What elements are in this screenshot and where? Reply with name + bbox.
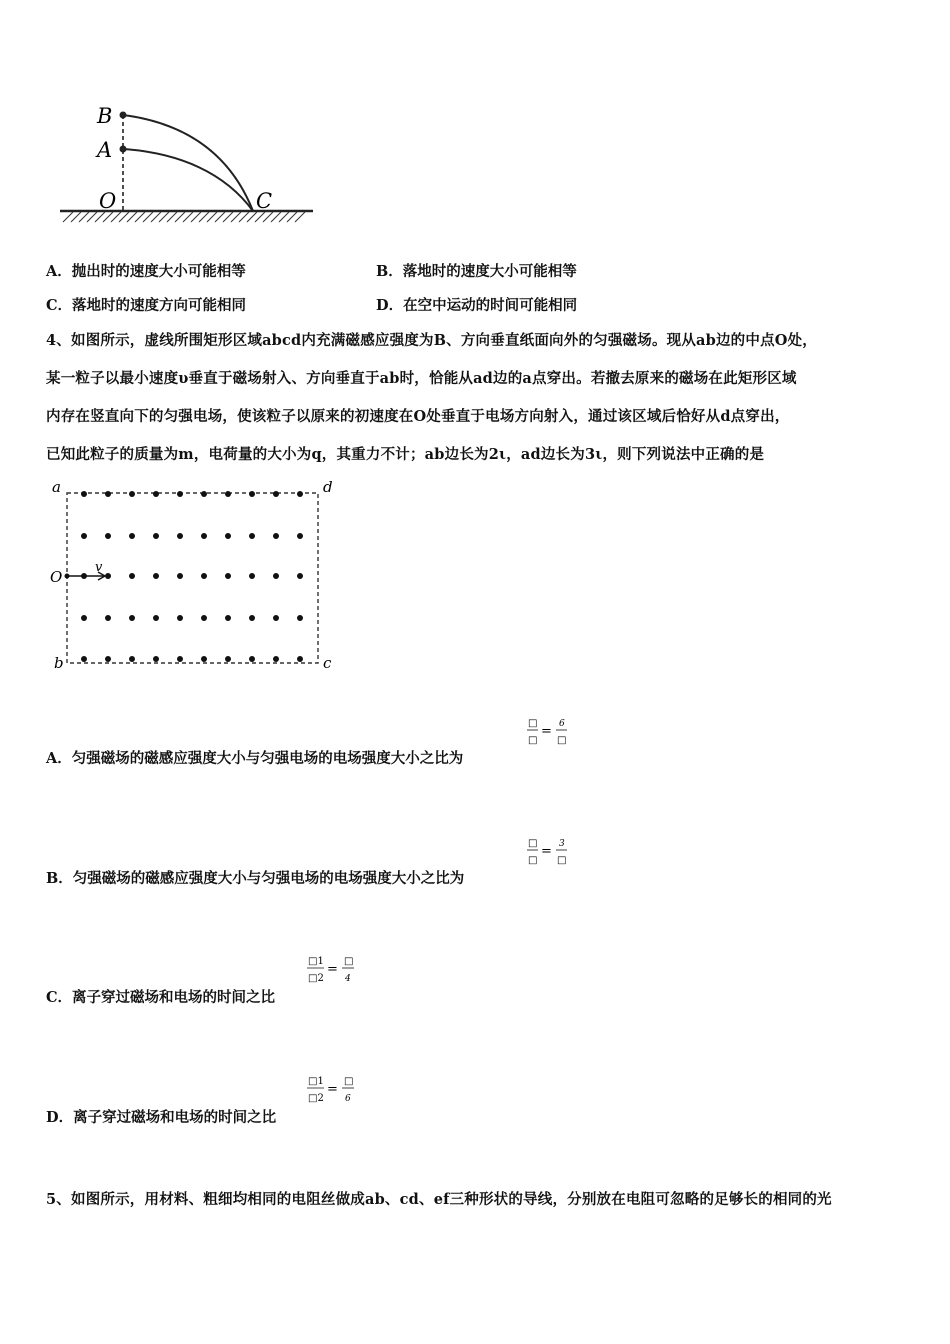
label-c: C bbox=[256, 189, 273, 213]
svg-text:□: □ bbox=[557, 735, 567, 746]
q5-stem-line-1: 5、如图所示，用材料、粗细均相同的电阻丝做成ab、cd、ef三种形状的导线，分别放在电阻可忽略的足够长的相同的光 bbox=[46, 1191, 832, 1208]
field-region-figure bbox=[46, 476, 346, 676]
svg-text:=: = bbox=[541, 844, 552, 859]
dashed-rectangle-abcd bbox=[67, 493, 318, 663]
label-c: c bbox=[323, 654, 332, 672]
q4-option-c: C．离子穿过磁场和电场的时间之比 bbox=[46, 989, 276, 1006]
q4-stem-line-3: 内存在竖直向下的匀强电场，使该粒子以原来的初速度在O处垂直于电场方向射入，通过该区域后恰好从d点穿出， bbox=[46, 408, 790, 425]
q3-option-c: C．落地时的速度方向可能相同 bbox=[46, 297, 247, 314]
label-o: O bbox=[50, 568, 63, 586]
svg-text:3: 3 bbox=[559, 839, 565, 849]
q4-stem-line-4: 已知此粒子的质量为m，电荷量的大小为q，其重力不计；ab边长为2ι，ad边长为3ι，则下列说法中正确的是 bbox=[46, 446, 765, 463]
label-b: B bbox=[97, 104, 113, 128]
q3-option-a: A．抛出时的速度大小可能相等 bbox=[46, 263, 246, 280]
q4-option-b: B．匀强磁场的磁感应强度大小与匀强电场的电场强度大小之比为 bbox=[46, 870, 465, 887]
label-o: O bbox=[99, 189, 117, 213]
svg-text:□: □ bbox=[344, 956, 354, 967]
field-dots bbox=[81, 491, 303, 662]
svg-text:□: □ bbox=[528, 718, 538, 729]
svg-text:□1: □1 bbox=[308, 956, 324, 967]
svg-text:□: □ bbox=[557, 855, 567, 866]
svg-text:□2: □2 bbox=[308, 1093, 324, 1104]
q4-option-d-formula bbox=[305, 1071, 361, 1107]
svg-text:□: □ bbox=[528, 855, 538, 866]
q4-stem-line-1: 4、如图所示，虚线所围矩形区域abcd内充满磁感应强度为B、方向垂直纸面向外的匀强磁场。现从ab边的中点O处， bbox=[46, 332, 818, 349]
q4-option-c-formula bbox=[305, 951, 361, 987]
svg-text:6: 6 bbox=[345, 1094, 351, 1104]
q4-stem-line-2: 某一粒子以最小速度υ垂直于磁场射入、方向垂直于ab时，恰能从ad边的a点穿出。若撤去原来的磁场在此矩形区域 bbox=[46, 370, 797, 387]
svg-text:□: □ bbox=[528, 838, 538, 849]
point-o bbox=[65, 574, 70, 579]
svg-text:□: □ bbox=[344, 1076, 354, 1087]
svg-text:=: = bbox=[327, 962, 338, 977]
svg-text:4: 4 bbox=[345, 974, 351, 984]
label-b: b bbox=[54, 654, 64, 672]
point-b bbox=[120, 112, 127, 119]
label-v: v bbox=[95, 560, 103, 575]
q3-option-b: B．落地时的速度大小可能相等 bbox=[376, 263, 577, 280]
q3-option-d: D．在空中运动的时间可能相同 bbox=[376, 297, 578, 314]
q4-option-a: A．匀强磁场的磁感应强度大小与匀强电场的电场强度大小之比为 bbox=[46, 750, 464, 767]
ground-hatching bbox=[63, 212, 305, 222]
svg-text:□: □ bbox=[528, 735, 538, 746]
label-a: a bbox=[52, 478, 61, 496]
label-a: A bbox=[97, 138, 113, 162]
svg-text:□2: □2 bbox=[308, 973, 324, 984]
svg-text:=: = bbox=[327, 1082, 338, 1097]
trajectory-from-a bbox=[123, 149, 253, 211]
label-d: d bbox=[323, 478, 333, 496]
point-a bbox=[120, 146, 127, 153]
q4-option-d: D．离子穿过磁场和电场的时间之比 bbox=[46, 1109, 277, 1126]
q4-option-b-formula bbox=[524, 834, 574, 868]
q4-option-a-formula bbox=[524, 714, 574, 748]
svg-text:6: 6 bbox=[559, 719, 565, 729]
svg-text:=: = bbox=[541, 724, 552, 739]
svg-text:□1: □1 bbox=[308, 1076, 324, 1087]
projectile-figure bbox=[55, 98, 320, 233]
